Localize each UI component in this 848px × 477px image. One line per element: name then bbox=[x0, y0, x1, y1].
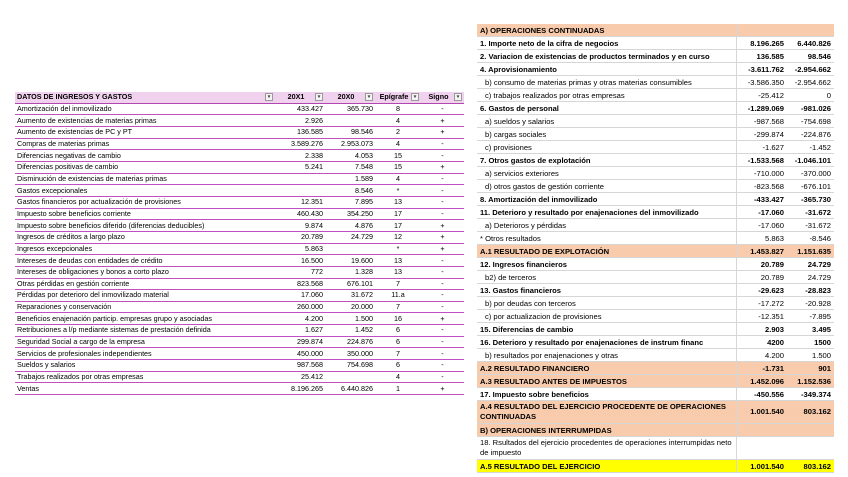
statement-value-20x1[interactable]: 136.585 bbox=[736, 50, 787, 63]
table-header-row bbox=[15, 92, 464, 103]
concept-cell[interactable]: Diferencias positivas de cambio bbox=[15, 161, 275, 173]
statement-row bbox=[477, 37, 834, 50]
statement-value-20x0[interactable]: -365.730 bbox=[787, 193, 834, 206]
statement-value-20x1[interactable]: -987.568 bbox=[736, 115, 787, 128]
signo-cell[interactable]: + bbox=[421, 313, 464, 325]
statement-value-20x1[interactable]: -25.412 bbox=[736, 89, 787, 102]
signo-cell[interactable]: + bbox=[421, 231, 464, 243]
statement-label[interactable]: 15. Diferencias de cambio bbox=[477, 323, 736, 336]
table-row bbox=[15, 325, 464, 337]
epigrafe-cell[interactable]: 13 bbox=[375, 266, 421, 278]
statement-value-20x0[interactable]: -2.954.662 bbox=[787, 76, 834, 89]
concept-cell[interactable]: Aumento de existencias de PC y PT bbox=[15, 126, 275, 138]
statement-row bbox=[477, 219, 834, 232]
column-header-concept[interactable]: DATOS DE INGRESOS Y GASTOS ▾ bbox=[15, 92, 275, 103]
statement-value-20x1[interactable]: -710.000 bbox=[736, 167, 787, 180]
statement-value-20x1[interactable]: 2.903 bbox=[736, 323, 787, 336]
statement-value-20x0[interactable]: 1.152.536 bbox=[787, 375, 834, 388]
value-20x1-cell[interactable]: 433.427 bbox=[275, 103, 325, 115]
statement-value-20x0[interactable]: 98.546 bbox=[787, 50, 834, 63]
signo-cell[interactable]: - bbox=[421, 336, 464, 348]
statement-row bbox=[477, 115, 834, 128]
table-row bbox=[15, 301, 464, 313]
concept-cell[interactable]: Seguridad Social a cargo de la empresa bbox=[15, 336, 275, 348]
epigrafe-cell[interactable]: 4 bbox=[375, 371, 421, 383]
value-20x0-cell[interactable]: 6.440.826 bbox=[325, 383, 375, 395]
value-20x0-cell[interactable] bbox=[325, 243, 375, 255]
statement-value-20x0[interactable]: -31.672 bbox=[787, 219, 834, 232]
statement-value-20x0[interactable] bbox=[787, 424, 834, 437]
table-row bbox=[15, 138, 464, 150]
statement-value-20x0[interactable]: -31.672 bbox=[787, 206, 834, 219]
signo-cell[interactable]: - bbox=[421, 173, 464, 185]
value-20x0-cell[interactable]: 7.548 bbox=[325, 161, 375, 173]
table-row bbox=[15, 383, 464, 395]
table-row bbox=[15, 185, 464, 197]
epigrafe-cell[interactable]: 4 bbox=[375, 138, 421, 150]
statement-value-20x1[interactable]: 20.789 bbox=[736, 258, 787, 271]
statement-row bbox=[477, 388, 834, 401]
signo-cell[interactable]: - bbox=[421, 325, 464, 337]
statement-value-20x0[interactable]: 24.729 bbox=[787, 271, 834, 284]
statement-value-20x0[interactable]: 803.162 bbox=[787, 401, 834, 424]
table-row bbox=[15, 243, 464, 255]
table-row bbox=[15, 231, 464, 243]
statement-label[interactable]: * Otros resultados bbox=[477, 232, 736, 245]
signo-cell[interactable]: - bbox=[421, 208, 464, 220]
statement-value-20x1[interactable]: 1.001.540 bbox=[736, 460, 787, 473]
concept-cell[interactable]: Impuesto sobre beneficios diferido (diferencias deducibles) bbox=[15, 220, 275, 232]
epigrafe-cell[interactable]: * bbox=[375, 243, 421, 255]
statement-row bbox=[477, 271, 834, 284]
statement-row bbox=[477, 401, 834, 424]
epigrafe-cell[interactable]: 2 bbox=[375, 126, 421, 138]
signo-cell[interactable]: - bbox=[421, 371, 464, 383]
signo-cell[interactable]: + bbox=[421, 126, 464, 138]
statement-value-20x1[interactable]: 5.863 bbox=[736, 232, 787, 245]
value-20x0-cell[interactable]: 24.729 bbox=[325, 231, 375, 243]
statement-label[interactable]: A.4 RESULTADO DEL EJERCICIO PROCEDENTE DE OPERACIONES CONTINUADAS bbox=[477, 401, 736, 424]
statement-label[interactable]: a) Deterioros y pérdidas bbox=[477, 219, 736, 232]
value-20x1-cell[interactable]: 772 bbox=[275, 266, 325, 278]
value-20x0-cell[interactable]: 8.546 bbox=[325, 185, 375, 197]
value-20x0-cell[interactable]: 1.328 bbox=[325, 266, 375, 278]
statement-value-20x0[interactable]: -1.452 bbox=[787, 141, 834, 154]
table-row bbox=[15, 278, 464, 290]
statement-value-20x1[interactable]: 20.789 bbox=[736, 271, 787, 284]
statement-value-20x1[interactable]: -433.427 bbox=[736, 193, 787, 206]
statement-value-20x0[interactable] bbox=[787, 24, 834, 37]
statement-label[interactable]: c) trabajos realizados por otras empresas bbox=[477, 89, 736, 102]
statement-label[interactable]: 13. Gastos financieros bbox=[477, 284, 736, 297]
value-20x1-cell[interactable]: 299.874 bbox=[275, 336, 325, 348]
statement-value-20x0[interactable]: 1.500 bbox=[787, 349, 834, 362]
statement-row bbox=[477, 89, 834, 102]
epigrafe-cell[interactable]: 1 bbox=[375, 383, 421, 395]
statement-value-20x1[interactable]: 4.200 bbox=[736, 349, 787, 362]
signo-cell[interactable]: - bbox=[421, 255, 464, 267]
signo-cell[interactable]: + bbox=[421, 220, 464, 232]
statement-value-20x0[interactable]: 901 bbox=[787, 362, 834, 375]
statement-value-20x1[interactable]: -823.568 bbox=[736, 180, 787, 193]
statement-row bbox=[477, 24, 834, 37]
statement-label[interactable]: a) servicios exteriores bbox=[477, 167, 736, 180]
signo-cell[interactable]: + bbox=[421, 115, 464, 127]
concept-cell[interactable]: Otras pérdidas en gestión corriente bbox=[15, 278, 275, 290]
concept-cell[interactable]: Ingresos de créditos a largo plazo bbox=[15, 231, 275, 243]
concept-cell[interactable]: Servicios de profesionales independientes bbox=[15, 348, 275, 360]
concept-cell[interactable]: Gastos financieros por actualización de provisiones bbox=[15, 196, 275, 208]
column-header-epigrafe[interactable]: Epígrafe ▾ bbox=[375, 92, 421, 103]
statement-label[interactable]: b) consumo de materias primas y otras materias consumibles bbox=[477, 76, 736, 89]
epigrafe-cell[interactable]: 6 bbox=[375, 325, 421, 337]
signo-cell[interactable]: - bbox=[421, 103, 464, 115]
signo-cell[interactable]: - bbox=[421, 185, 464, 197]
statement-row bbox=[477, 154, 834, 167]
value-20x1-cell[interactable]: 2.926 bbox=[275, 115, 325, 127]
statement-label[interactable]: 1. Importe neto de la cifra de negocios bbox=[477, 37, 736, 50]
statement-label[interactable]: B) OPERACIONES INTERRUMPIDAS bbox=[477, 424, 736, 437]
statement-row bbox=[477, 437, 834, 460]
epigrafe-cell[interactable]: * bbox=[375, 185, 421, 197]
epigrafe-cell[interactable]: 4 bbox=[375, 115, 421, 127]
statement-value-20x0[interactable] bbox=[787, 437, 834, 460]
signo-cell[interactable]: + bbox=[421, 383, 464, 395]
epigrafe-cell[interactable]: 12 bbox=[375, 231, 421, 243]
statement-value-20x1[interactable]: -17.060 bbox=[736, 206, 787, 219]
statement-label[interactable]: c) por actualizacion de provisiones bbox=[477, 310, 736, 323]
statement-label[interactable]: a) sueldos y salarios bbox=[477, 115, 736, 128]
filter-dropdown-icon[interactable]: ▾ bbox=[454, 93, 462, 101]
statement-label[interactable]: 2. Variacion de existencias de productos terminados y en curso bbox=[477, 50, 736, 63]
statement-label[interactable]: A.3 RESULTADO ANTES DE IMPUESTOS bbox=[477, 375, 736, 388]
statement-label[interactable]: b) por deudas con terceros bbox=[477, 297, 736, 310]
statement-row bbox=[477, 297, 834, 310]
value-20x0-cell[interactable] bbox=[325, 115, 375, 127]
table-row bbox=[15, 115, 464, 127]
statement-row bbox=[477, 50, 834, 63]
epigrafe-cell[interactable]: 6 bbox=[375, 360, 421, 372]
value-20x1-cell[interactable]: 25.412 bbox=[275, 371, 325, 383]
filter-dropdown-icon[interactable]: ▾ bbox=[265, 93, 273, 101]
table-row bbox=[15, 371, 464, 383]
statement-value-20x1[interactable]: -3.586.350 bbox=[736, 76, 787, 89]
statement-value-20x1[interactable]: 1.452.096 bbox=[736, 375, 787, 388]
statement-value-20x1[interactable]: -1.533.568 bbox=[736, 154, 787, 167]
statement-row bbox=[477, 232, 834, 245]
statement-row bbox=[477, 336, 834, 349]
statement-value-20x1[interactable] bbox=[736, 437, 787, 460]
statement-label[interactable]: b2) de terceros bbox=[477, 271, 736, 284]
statement-value-20x0[interactable]: -349.374 bbox=[787, 388, 834, 401]
value-20x1-cell[interactable]: 460.430 bbox=[275, 208, 325, 220]
statement-value-20x1[interactable]: 8.196.265 bbox=[736, 37, 787, 50]
concept-cell[interactable]: Disminución de existencias de materias primas bbox=[15, 173, 275, 185]
statement-label[interactable]: 4. Aprovisionamiento bbox=[477, 63, 736, 76]
value-20x1-cell[interactable]: 450.000 bbox=[275, 348, 325, 360]
statement-value-20x0[interactable]: 24.729 bbox=[787, 258, 834, 271]
table-row bbox=[15, 161, 464, 173]
statement-value-20x1[interactable] bbox=[736, 424, 787, 437]
statement-row bbox=[477, 180, 834, 193]
value-20x0-cell[interactable]: 754.698 bbox=[325, 360, 375, 372]
statement-row bbox=[477, 141, 834, 154]
table-row bbox=[15, 196, 464, 208]
table-row bbox=[15, 255, 464, 267]
value-20x1-cell[interactable]: 16.500 bbox=[275, 255, 325, 267]
epigrafe-cell[interactable]: 13 bbox=[375, 255, 421, 267]
table-row bbox=[15, 150, 464, 162]
table-row bbox=[15, 348, 464, 360]
statement-value-20x1[interactable]: -29.623 bbox=[736, 284, 787, 297]
signo-cell[interactable]: - bbox=[421, 196, 464, 208]
statement-value-20x1[interactable]: -1.627 bbox=[736, 141, 787, 154]
statement-value-20x0[interactable]: -1.046.101 bbox=[787, 154, 834, 167]
value-20x1-cell[interactable]: 17.060 bbox=[275, 290, 325, 302]
statement-value-20x1[interactable]: -299.874 bbox=[736, 128, 787, 141]
income-expense-data-table bbox=[15, 92, 464, 395]
statement-row bbox=[477, 167, 834, 180]
statement-value-20x1[interactable]: -17.060 bbox=[736, 219, 787, 232]
value-20x0-cell[interactable]: 354.250 bbox=[325, 208, 375, 220]
filter-dropdown-icon[interactable]: ▾ bbox=[365, 93, 373, 101]
concept-cell[interactable]: Sueldos y salarios bbox=[15, 360, 275, 372]
statement-value-20x0[interactable]: 0 bbox=[787, 89, 834, 102]
table-row bbox=[15, 360, 464, 372]
epigrafe-cell[interactable]: 16 bbox=[375, 313, 421, 325]
statement-row bbox=[477, 102, 834, 115]
concept-cell[interactable]: Intereses de obligaciones y bonos a corto plazo bbox=[15, 266, 275, 278]
concept-cell[interactable]: Pérdidas por deterioro del inmovilizado material bbox=[15, 290, 275, 302]
value-20x0-cell[interactable]: 676.101 bbox=[325, 278, 375, 290]
statement-value-20x1[interactable] bbox=[736, 24, 787, 37]
statement-value-20x1[interactable]: 1.453.827 bbox=[736, 245, 787, 258]
statement-label[interactable]: c) provisiones bbox=[477, 141, 736, 154]
statement-row bbox=[477, 310, 834, 323]
table-row bbox=[15, 126, 464, 138]
statement-value-20x0[interactable]: 1.151.635 bbox=[787, 245, 834, 258]
signo-cell[interactable]: - bbox=[421, 360, 464, 372]
filter-dropdown-icon[interactable]: ▾ bbox=[411, 93, 419, 101]
statement-label[interactable]: 6. Gastos de personal bbox=[477, 102, 736, 115]
statement-label[interactable]: 12. Ingresos financieros bbox=[477, 258, 736, 271]
value-20x1-cell[interactable]: 5.863 bbox=[275, 243, 325, 255]
value-20x0-cell[interactable]: 1.452 bbox=[325, 325, 375, 337]
concept-cell[interactable]: Retribuciones a l/p mediante sistemas de prestación definida bbox=[15, 325, 275, 337]
value-20x0-cell[interactable]: 365.730 bbox=[325, 103, 375, 115]
statement-label[interactable]: A) OPERACIONES CONTINUADAS bbox=[477, 24, 736, 37]
table-row bbox=[15, 336, 464, 348]
statement-value-20x0[interactable]: 3.495 bbox=[787, 323, 834, 336]
value-20x0-cell[interactable]: 4.053 bbox=[325, 150, 375, 162]
statement-label[interactable]: d) otros gastos de gestión corriente bbox=[477, 180, 736, 193]
statement-value-20x0[interactable]: -8.546 bbox=[787, 232, 834, 245]
statement-value-20x0[interactable]: 803.162 bbox=[787, 460, 834, 473]
value-20x0-cell[interactable]: 4.876 bbox=[325, 220, 375, 232]
value-20x1-cell[interactable]: 987.568 bbox=[275, 360, 325, 372]
statement-row bbox=[477, 323, 834, 336]
signo-cell[interactable]: - bbox=[421, 138, 464, 150]
statement-row bbox=[477, 349, 834, 362]
value-20x1-cell[interactable]: 2.338 bbox=[275, 150, 325, 162]
value-20x0-cell[interactable]: 19.600 bbox=[325, 255, 375, 267]
value-20x1-cell[interactable]: 4.200 bbox=[275, 313, 325, 325]
statement-value-20x1[interactable]: -12.351 bbox=[736, 310, 787, 323]
signo-cell[interactable]: - bbox=[421, 301, 464, 313]
statement-row bbox=[477, 128, 834, 141]
statement-label[interactable]: 17. Impuesto sobre beneficios bbox=[477, 388, 736, 401]
statement-value-20x1[interactable]: -17.272 bbox=[736, 297, 787, 310]
statement-row bbox=[477, 375, 834, 388]
concept-cell[interactable]: Diferencias negativas de cambio bbox=[15, 150, 275, 162]
concept-cell[interactable]: Aumento de existencias de materias primas bbox=[15, 115, 275, 127]
value-20x1-cell[interactable]: 136.585 bbox=[275, 126, 325, 138]
statement-value-20x0[interactable]: -676.101 bbox=[787, 180, 834, 193]
statement-value-20x0[interactable]: -370.000 bbox=[787, 167, 834, 180]
statement-value-20x0[interactable]: -754.698 bbox=[787, 115, 834, 128]
value-20x1-cell[interactable]: 8.196.265 bbox=[275, 383, 325, 395]
statement-row bbox=[477, 193, 834, 206]
statement-row bbox=[477, 245, 834, 258]
table-row bbox=[15, 290, 464, 302]
statement-value-20x0[interactable]: -2.954.662 bbox=[787, 63, 834, 76]
value-20x0-cell[interactable]: 2.953.073 bbox=[325, 138, 375, 150]
statement-row bbox=[477, 258, 834, 271]
statement-value-20x0[interactable]: -7.895 bbox=[787, 310, 834, 323]
epigrafe-cell[interactable]: 15 bbox=[375, 161, 421, 173]
statement-value-20x1[interactable]: 4200 bbox=[736, 336, 787, 349]
epigrafe-cell[interactable]: 8 bbox=[375, 103, 421, 115]
column-header-20x1[interactable]: 20X1 ▾ bbox=[275, 92, 325, 103]
value-20x0-cell[interactable]: 1.500 bbox=[325, 313, 375, 325]
concept-cell[interactable]: Amortización del inmovilizado bbox=[15, 103, 275, 115]
value-20x0-cell[interactable]: 31.672 bbox=[325, 290, 375, 302]
table-row bbox=[15, 220, 464, 232]
statement-row bbox=[477, 284, 834, 297]
concept-cell[interactable]: Reparaciones y conservación bbox=[15, 301, 275, 313]
epigrafe-cell[interactable]: 13 bbox=[375, 196, 421, 208]
statement-label[interactable]: A.5 RESULTADO DEL EJERCICIO bbox=[477, 460, 736, 473]
concept-cell[interactable]: Trabajos realizados por otras empresas bbox=[15, 371, 275, 383]
statement-row bbox=[477, 460, 834, 473]
statement-value-20x0[interactable]: -981.026 bbox=[787, 102, 834, 115]
statement-value-20x0[interactable]: 6.440.826 bbox=[787, 37, 834, 50]
value-20x1-cell[interactable]: 5.241 bbox=[275, 161, 325, 173]
column-header-20x0[interactable]: 20X0 ▾ bbox=[325, 92, 375, 103]
statement-value-20x1[interactable]: 1.001.540 bbox=[736, 401, 787, 424]
profit-loss-statement-table bbox=[477, 24, 834, 473]
value-20x0-cell[interactable]: 350.000 bbox=[325, 348, 375, 360]
signo-cell[interactable]: - bbox=[421, 348, 464, 360]
concept-cell[interactable]: Intereses de deudas con entidades de crédito bbox=[15, 255, 275, 267]
statement-row bbox=[477, 63, 834, 76]
value-20x1-cell[interactable]: 9.874 bbox=[275, 220, 325, 232]
value-20x1-cell[interactable]: 12.351 bbox=[275, 196, 325, 208]
value-20x1-cell[interactable]: 20.789 bbox=[275, 231, 325, 243]
concept-cell[interactable]: Beneficios enajenación particip. empresas grupo y asociadas bbox=[15, 313, 275, 325]
concept-cell[interactable]: Gastos excepcionales bbox=[15, 185, 275, 197]
concept-cell[interactable]: Impuesto sobre beneficios corriente bbox=[15, 208, 275, 220]
statement-value-20x1[interactable]: -3.611.762 bbox=[736, 63, 787, 76]
statement-label[interactable]: b) resultados por enajenaciones y otras bbox=[477, 349, 736, 362]
table-row bbox=[15, 266, 464, 278]
statement-value-20x0[interactable]: -224.876 bbox=[787, 128, 834, 141]
statement-row bbox=[477, 206, 834, 219]
value-20x1-cell[interactable]: 260.000 bbox=[275, 301, 325, 313]
value-20x0-cell[interactable]: 7.895 bbox=[325, 196, 375, 208]
concept-cell[interactable]: Ingresos excepcionales bbox=[15, 243, 275, 255]
epigrafe-cell[interactable]: 7 bbox=[375, 301, 421, 313]
statement-label[interactable]: 8. Amortización del inmovilizado bbox=[477, 193, 736, 206]
table-row bbox=[15, 313, 464, 325]
statement-row bbox=[477, 76, 834, 89]
value-20x1-cell[interactable] bbox=[275, 185, 325, 197]
value-20x1-cell[interactable]: 3.589.276 bbox=[275, 138, 325, 150]
statement-label[interactable]: A.2 RESULTADO FINANCIERO bbox=[477, 362, 736, 375]
epigrafe-cell[interactable]: 17 bbox=[375, 208, 421, 220]
value-20x1-cell[interactable] bbox=[275, 173, 325, 185]
concept-cell[interactable]: Ventas bbox=[15, 383, 275, 395]
signo-cell[interactable]: + bbox=[421, 161, 464, 173]
statement-label[interactable]: 11. Deterioro y resultado por enajenaciones del inmovilizado bbox=[477, 206, 736, 219]
signo-cell[interactable]: + bbox=[421, 243, 464, 255]
value-20x0-cell[interactable]: 20.000 bbox=[325, 301, 375, 313]
value-20x1-cell[interactable]: 1.627 bbox=[275, 325, 325, 337]
epigrafe-cell[interactable]: 7 bbox=[375, 278, 421, 290]
statement-label[interactable]: 18. Rsultados del ejercicio procedentes de operaciones interrumpidas neto de impuesto bbox=[477, 437, 736, 460]
statement-value-20x0[interactable]: 1500 bbox=[787, 336, 834, 349]
statement-value-20x1[interactable]: -1.731 bbox=[736, 362, 787, 375]
statement-label[interactable]: 16. Deterioro y resultado por enajenaciones de instrum financ bbox=[477, 336, 736, 349]
statement-value-20x1[interactable]: -1.289.069 bbox=[736, 102, 787, 115]
table-row bbox=[15, 103, 464, 115]
value-20x0-cell[interactable] bbox=[325, 371, 375, 383]
epigrafe-cell[interactable]: 17 bbox=[375, 220, 421, 232]
epigrafe-cell[interactable]: 6 bbox=[375, 336, 421, 348]
signo-cell[interactable]: - bbox=[421, 266, 464, 278]
statement-value-20x0[interactable]: -20.928 bbox=[787, 297, 834, 310]
epigrafe-cell[interactable]: 15 bbox=[375, 150, 421, 162]
table-row bbox=[15, 173, 464, 185]
value-20x0-cell[interactable]: 1.589 bbox=[325, 173, 375, 185]
statement-label[interactable]: A.1 RESULTADO DE EXPLOTACIÓN bbox=[477, 245, 736, 258]
epigrafe-cell[interactable]: 7 bbox=[375, 348, 421, 360]
statement-row bbox=[477, 362, 834, 375]
signo-cell[interactable]: - bbox=[421, 278, 464, 290]
statement-value-20x1[interactable]: -450.556 bbox=[736, 388, 787, 401]
statement-label[interactable]: 7. Otros gastos de explotación bbox=[477, 154, 736, 167]
statement-row bbox=[477, 424, 834, 437]
epigrafe-cell[interactable]: 4 bbox=[375, 173, 421, 185]
value-20x0-cell[interactable]: 224.876 bbox=[325, 336, 375, 348]
statement-value-20x0[interactable]: -28.823 bbox=[787, 284, 834, 297]
column-header-signo[interactable]: Signo ▾ bbox=[421, 92, 464, 103]
statement-label[interactable]: b) cargas sociales bbox=[477, 128, 736, 141]
value-20x1-cell[interactable]: 823.568 bbox=[275, 278, 325, 290]
value-20x0-cell[interactable]: 98.546 bbox=[325, 126, 375, 138]
concept-cell[interactable]: Compras de materias primas bbox=[15, 138, 275, 150]
signo-cell[interactable]: - bbox=[421, 290, 464, 302]
signo-cell[interactable]: - bbox=[421, 150, 464, 162]
epigrafe-cell[interactable]: 11.a bbox=[375, 290, 421, 302]
filter-dropdown-icon[interactable]: ▾ bbox=[315, 93, 323, 101]
table-row bbox=[15, 208, 464, 220]
